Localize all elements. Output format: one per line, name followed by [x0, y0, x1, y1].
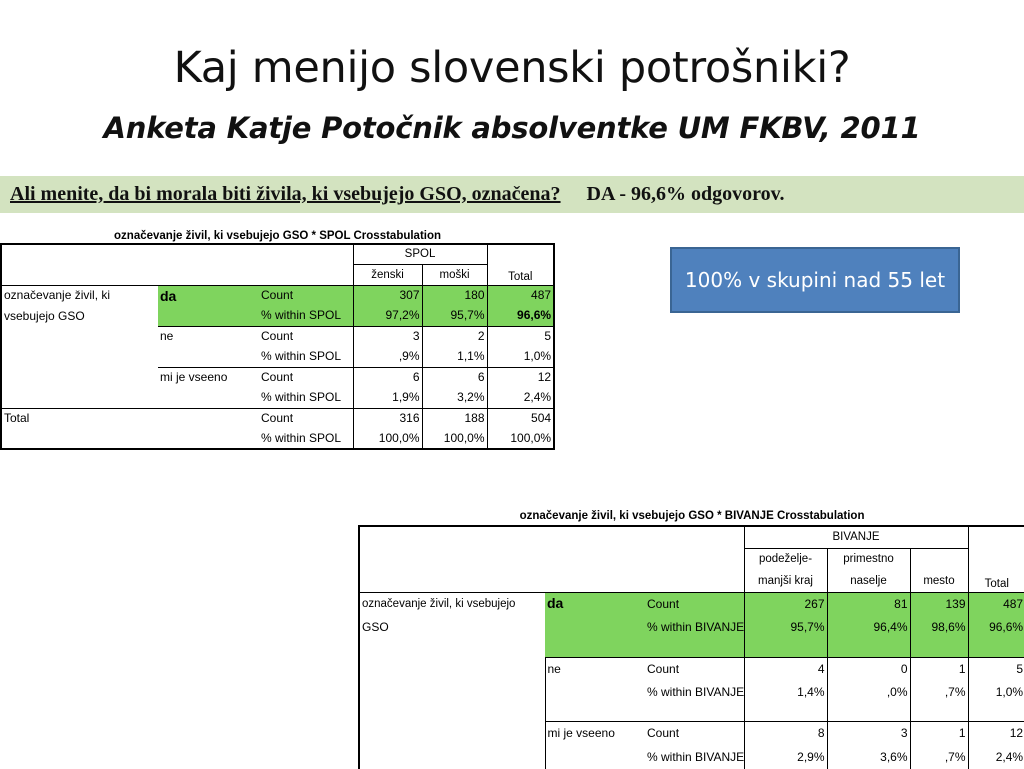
stat-label: Count: [259, 367, 353, 387]
cell-value: ,9%: [353, 346, 422, 367]
column-header: moški: [422, 264, 487, 285]
cell-value: ,7%: [910, 681, 968, 721]
cell-value: 1,4%: [744, 681, 827, 721]
row-label: da: [545, 592, 645, 657]
cell-value: 3: [827, 721, 910, 745]
stat-label: % within SPOL: [261, 349, 342, 364]
cell-value: 3,2%: [422, 387, 487, 408]
cell-value: 504: [487, 408, 554, 428]
cell-value: 307: [353, 285, 422, 305]
cell-value: 8: [744, 721, 827, 745]
cell-value: 95,7%: [744, 616, 827, 657]
row-variable-label: GSO: [359, 616, 545, 657]
column-header-line: mesto: [910, 570, 968, 592]
stat-label: % within BIVANJE: [645, 616, 744, 657]
stat-label: % within SPOL: [261, 390, 342, 405]
column-header-line: manjši kraj: [744, 570, 827, 592]
crosstab-spol: [0, 228, 555, 450]
cell-value: 1,9%: [353, 387, 422, 408]
stat-label: Count: [259, 285, 353, 305]
cell-value: 100,0%: [422, 428, 487, 449]
stat-label: Count: [645, 657, 744, 681]
table-caption: označevanje živil, ki vsebujejo GSO * SPOL Crosstabulation: [1, 228, 554, 244]
cell-value: 3,6%: [827, 745, 910, 769]
cell-value: 96,6%: [487, 305, 554, 326]
cell-value: 1: [910, 721, 968, 745]
cell-value: 6: [422, 367, 487, 387]
stat-label: Count: [259, 326, 353, 346]
cell-value: 6: [353, 367, 422, 387]
row-label: da: [158, 285, 259, 326]
table-corner: [1, 244, 353, 285]
cell-value: 139: [910, 592, 968, 616]
cell-value: 96,6%: [968, 616, 1024, 657]
cell-value: 5: [487, 326, 554, 346]
cell-value: 98,6%: [910, 616, 968, 657]
cell-value: 487: [968, 592, 1024, 616]
table-caption: označevanje živil, ki vsebujejo GSO * BIVANJE Crosstabulation: [359, 506, 1024, 526]
cell-value: 12: [968, 721, 1024, 745]
column-group-header: SPOL: [353, 244, 487, 264]
column-header-total: Total: [968, 526, 1024, 592]
cell-value: 1: [910, 657, 968, 681]
slide-title: Kaj menijo slovenski potrošniki?: [173, 43, 851, 93]
cell-value: 487: [487, 285, 554, 305]
row-label: mi je vseeno: [545, 721, 645, 745]
row-variable-label: označevanje živil, ki vsebujejo: [359, 592, 545, 616]
survey-answer: DA - 96,6% odgovorov.: [586, 183, 785, 205]
survey-question: Ali menite, da bi morala biti živila, ki vsebujejo GSO, označena?: [10, 183, 561, 205]
stat-label: % within BIVANJE: [647, 750, 744, 764]
question-band: [0, 176, 1024, 213]
row-label: ne: [545, 657, 645, 681]
age-group-callout: 100% v skupini nad 55 let: [670, 247, 960, 313]
cell-value: 2: [422, 326, 487, 346]
table-corner: [359, 526, 744, 592]
stat-label: % within SPOL: [259, 305, 353, 326]
row-label: ne: [158, 326, 259, 346]
row-variable-label: označevanje živil, ki: [1, 285, 158, 305]
cell-value: 100,0%: [487, 428, 554, 449]
stat-label: % within BIVANJE: [647, 685, 744, 699]
cell-value: ,0%: [827, 681, 910, 721]
column-header-line: [910, 548, 968, 570]
cell-value: 81: [827, 592, 910, 616]
cell-value: 0: [827, 657, 910, 681]
cell-value: 3: [353, 326, 422, 346]
cell-value: 4: [744, 657, 827, 681]
cell-value: 100,0%: [353, 428, 422, 449]
cell-value: 180: [422, 285, 487, 305]
stat-label: Count: [645, 721, 744, 745]
total-row-label: Total: [1, 408, 259, 428]
cell-value: 12: [487, 367, 554, 387]
stat-label: Count: [645, 592, 744, 616]
stat-label: % within SPOL: [259, 428, 353, 449]
question-text: [10, 176, 785, 213]
column-header-line: naselje: [827, 570, 910, 592]
cell-value: 188: [422, 408, 487, 428]
cell-value: 2,4%: [968, 745, 1024, 769]
cell-value: 316: [353, 408, 422, 428]
cell-value: ,7%: [910, 745, 968, 769]
cell-value: 267: [744, 592, 827, 616]
crosstab-bivanje: [358, 506, 1024, 769]
cell-value: 1,0%: [968, 681, 1024, 721]
cell-value: 1,1%: [422, 346, 487, 367]
cell-value: 1,0%: [487, 346, 554, 367]
column-header-line: primestno: [827, 548, 910, 570]
cell-value: 2,9%: [744, 745, 827, 769]
column-header: ženski: [353, 264, 422, 285]
stat-label: Count: [259, 408, 353, 428]
cell-value: 2,4%: [487, 387, 554, 408]
cell-value: 95,7%: [422, 305, 487, 326]
cell-value: 97,2%: [353, 305, 422, 326]
column-group-header: BIVANJE: [744, 526, 968, 548]
slide-subtitle: Anketa Katje Potočnik absolventke UM FKBV, 2011: [103, 111, 921, 145]
column-header-line: podeželje-: [744, 548, 827, 570]
cell-value: 5: [968, 657, 1024, 681]
row-variable-label: vsebujejo GSO: [1, 305, 158, 326]
column-header-total: Total: [487, 244, 554, 285]
cell-value: 96,4%: [827, 616, 910, 657]
row-label: mi je vseeno: [158, 367, 259, 387]
